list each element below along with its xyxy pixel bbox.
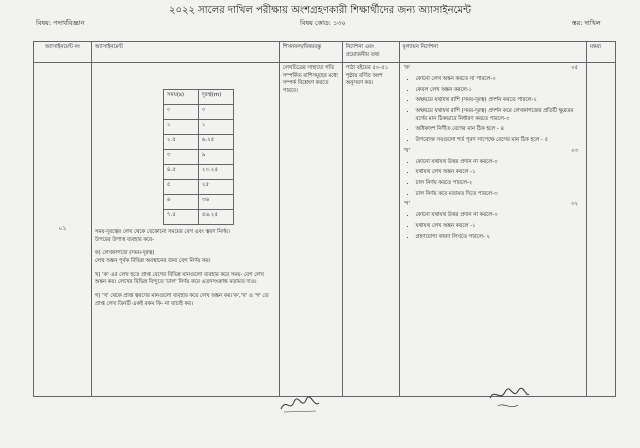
- assignment-table: [33, 41, 616, 397]
- data-cell: ৬.২৫: [198, 135, 233, 150]
- list-item: • কেবল লেখ অঙ্কন করলে-১: [416, 87, 584, 95]
- list-item: • অক্ষদ্বয়ে যথাযথ রাশি (সময়-দূরত্ব) প্রদর্শন করতে পারলে-২: [416, 97, 584, 105]
- assignment-cell: [91, 63, 279, 397]
- list-item: • গ্রহণযোগ্য কারণ লিখতে পারলে- ২: [416, 234, 584, 242]
- question-ka-line1: ক) লেখকাগজে (সময়-দূরত্ব): [94, 250, 155, 257]
- col-header-assignment: অ্যাসাইনমেন্ট: [91, 42, 279, 63]
- list-item: • ঢাল নির্ণয় করতে পারলে-২: [416, 180, 584, 188]
- list-item: • যথাযথ লেখ অঙ্কন করলে -১: [416, 169, 584, 177]
- col-header-assignment-no: অ্যাসাইনমেন্ট নং: [34, 42, 92, 63]
- level-label: স্তর: দাখিল: [572, 19, 601, 27]
- data-cell: ০: [198, 105, 233, 120]
- list-item: • অধিকাংশ নির্ণীত বেগের মান ঠিক হলে - ৪: [416, 126, 584, 134]
- learning-outcome-cell: লেখচিত্রের সাহায্যে গতি সম্পর্কিত রাশিসমূহের মধ্যে সম্পর্ক বিশ্লেষণ করতে পারবে।: [279, 63, 342, 397]
- list-item: • উপরোক্ত সবগুলো শর্ত পূরণ সাপেক্ষে বেগের মান ঠিক হলে - ৫: [416, 137, 584, 145]
- data-cell: ৭.৫: [163, 210, 198, 225]
- instruction-cell: পাঠ্য বইয়ের ৫০-৫১ পৃষ্ঠায় বর্ণিত অংশ অনুসরণ কর।: [342, 63, 399, 397]
- section-code: 'খ': [403, 147, 410, 154]
- section-code: 'গ': [403, 201, 410, 208]
- section-marks: ০২: [571, 201, 578, 208]
- time-distance-table: [163, 89, 234, 225]
- evaluation-section-ka: [402, 65, 584, 76]
- data-header-time: সময়(s): [163, 90, 198, 105]
- list-item: • ঢাল নির্ণয় করে মতামত দিতে পারলে-৩: [416, 191, 584, 199]
- data-cell: ৩৬: [198, 195, 233, 210]
- table-row: [34, 63, 616, 397]
- data-cell: ১: [163, 120, 198, 135]
- question-kha: খ) 'ক' এর লেখ হতে প্রাপ্ত বেগের বিভিন্ন মানগুলো ব্যবহার করে সময়- বেগ লেখ অঙ্কন কর। লেখের বিভিন্ন বিন্দুতে 'ঢাল' নির্ণয় করে এতদসংক্রান্ত মতামত দাও।: [94, 271, 264, 286]
- section-code: 'ক': [403, 65, 411, 71]
- list-item: • অক্ষদ্বয়ে যথাযথ রাশি (সময়-দূরত্ব) প্রদর্শন করে লেখকাগজের প্রতিটি ক্ষুদ্রতম বর্গের মান ঠিকভাবে নির্ধারণ করতে পারলে-৩: [416, 108, 584, 123]
- question-ga: গ) 'খ' থেকে প্রাপ্ত ত্বরণের মানগুলো ব্যবহার করে লেখ অঙ্কন কর।'ক','খ' ও 'গ' তে প্রাপ্ত লেখ তিনটি একই রকম কি- না যাচাই কর।: [94, 293, 269, 307]
- assignment-no: ০১: [58, 225, 67, 233]
- document-title: ২০২২ সালের দাখিল পরীক্ষায় অংশগ্রহণকারী শিক্ষার্থীদের জন্য অ্যাসাইনমেন্ট: [168, 5, 471, 16]
- criteria-list: [402, 76, 584, 145]
- col-header-evaluation: মূল্যায়ন নির্দেশনা: [399, 42, 586, 63]
- data-cell: ৫৬.২৫: [198, 210, 233, 225]
- assignment-intro: [95, 229, 276, 244]
- intro-text: সময়-দূরত্বের লেখ থেকে যেকোনো সময়ের বেগ এবং ত্বরণ নির্ণয়।: [94, 229, 230, 235]
- data-cell: ৬: [163, 195, 198, 210]
- evaluation-section-ga: [402, 201, 584, 212]
- question-ka-line2: লেখ অঙ্কন পূর্বক বিভিন্ন অবস্থানের জন্য বেগ নির্ণয় কর।: [94, 258, 211, 265]
- data-cell: ০: [163, 105, 198, 120]
- data-cell: ৯: [198, 150, 233, 165]
- data-cell: ১: [198, 120, 233, 135]
- question-ka: [95, 250, 276, 265]
- col-header-learning-outcome: শিখনফল/বিষয়বস্তু: [279, 42, 342, 63]
- data-cell: ২০.২৫: [198, 165, 233, 180]
- signature-right: [486, 386, 532, 414]
- assignment-no-cell: [34, 63, 92, 397]
- data-cell: ৪.৫: [163, 165, 198, 180]
- data-cell: ২.৫: [163, 135, 198, 150]
- section-marks: ০৫: [571, 65, 578, 71]
- section-marks: ০৩: [571, 147, 578, 154]
- subject-label: বিষয়: পদার্থবিজ্ঞান: [36, 19, 85, 27]
- signature-left: [278, 394, 322, 416]
- subject-code: বিষয় কোড: ১৩০: [300, 19, 346, 27]
- criteria-list: [402, 212, 584, 241]
- criteria-list: [402, 159, 584, 199]
- remarks-cell: [587, 63, 616, 397]
- col-header-instruction: নির্দেশনা এবং প্রয়োজনীয় তথ্য: [342, 42, 399, 63]
- col-header-remarks: মন্তব্য: [587, 42, 616, 63]
- data-cell: ৩: [163, 150, 198, 165]
- evaluation-section-kha: [402, 148, 584, 159]
- data-header-distance: দূরত্ব(m): [198, 90, 233, 105]
- intro-text-2: উপরের উপাত্ত ব্যবহার করে-: [94, 236, 155, 243]
- list-item: • যথাযথ লেখ অঙ্কন করলে -১: [416, 223, 584, 231]
- list-item: • কোনো যথাযথ উত্তর প্রদান না করলে-০: [416, 159, 584, 167]
- data-cell: ২৫: [198, 180, 233, 195]
- list-item: • কোনো লেখ অঙ্কন করতে না পারলে-০: [416, 76, 584, 84]
- evaluation-cell: [399, 63, 586, 397]
- list-item: • কোনো যথাযথ উত্তর প্রদান না করলে-০: [416, 212, 584, 220]
- data-cell: ৫: [163, 180, 198, 195]
- table-header-row: [34, 42, 616, 63]
